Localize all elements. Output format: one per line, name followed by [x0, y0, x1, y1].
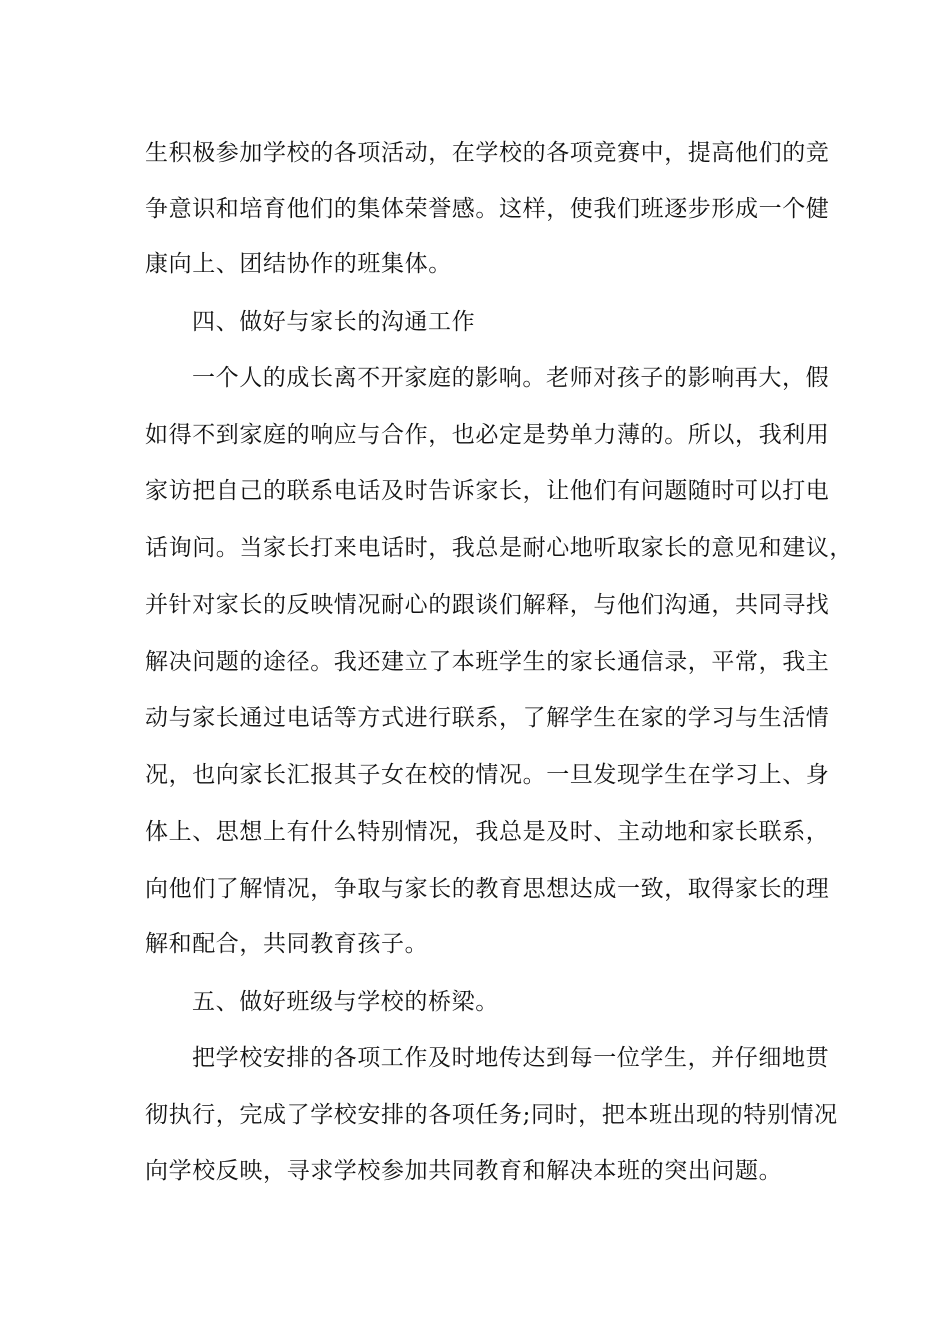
text-line: 争意识和培育他们的集体荣誉感。这样，使我们班逐步形成一个健 — [145, 196, 830, 222]
text-line: 况，也向家长汇报其子女在校的情况。一旦发现学生在学习上、身 — [145, 762, 830, 788]
text-line: 解和配合，共同教育孩子。 — [145, 931, 429, 957]
text-line: 一个人的成长离不开家庭的影响。老师对孩子的影响再大，假 — [192, 365, 830, 391]
text-line: 向学校反映，寻求学校参加共同教育和解决本班的突出问题。 — [145, 1158, 783, 1184]
text-line: 体上、思想上有什么特别情况，我总是及时、主动地和家长联系， — [145, 819, 830, 845]
text-line: 话询问。当家长打来电话时，我总是耐心地听取家长的意见和建议， — [145, 535, 853, 561]
section-heading: 五、做好班级与学校的桥梁。 — [192, 989, 499, 1015]
section-heading: 四、做好与家长的沟通工作 — [192, 309, 476, 335]
text-line: 生积极参加学校的各项活动，在学校的各项竞赛中，提高他们的竞 — [145, 140, 830, 166]
text-line: 把学校安排的各项工作及时地传达到每一位学生，并仔细地贯 — [192, 1045, 830, 1071]
text-line: 并针对家长的反映情况耐心的跟谈们解释，与他们沟通，共同寻找 — [145, 592, 830, 618]
text-line: 康向上、团结协作的班集体。 — [145, 251, 452, 277]
text-line: 动与家长通过电话等方式进行联系，了解学生在家的学习与生活情 — [145, 705, 830, 731]
text-line: 向他们了解情况，争取与家长的教育思想达成一致，取得家长的理 — [145, 876, 830, 902]
text-line: 如得不到家庭的响应与合作，也必定是势单力薄的。所以，我利用 — [145, 422, 830, 448]
text-line: 解决问题的途径。我还建立了本班学生的家长通信录，平常，我主 — [145, 649, 830, 675]
text-line: 家访把自己的联系电话及时告诉家长，让他们有问题随时可以打电 — [145, 478, 830, 504]
text-line: 彻执行，完成了学校安排的各项任务;同时，把本班出现的特别情况 — [145, 1102, 838, 1128]
